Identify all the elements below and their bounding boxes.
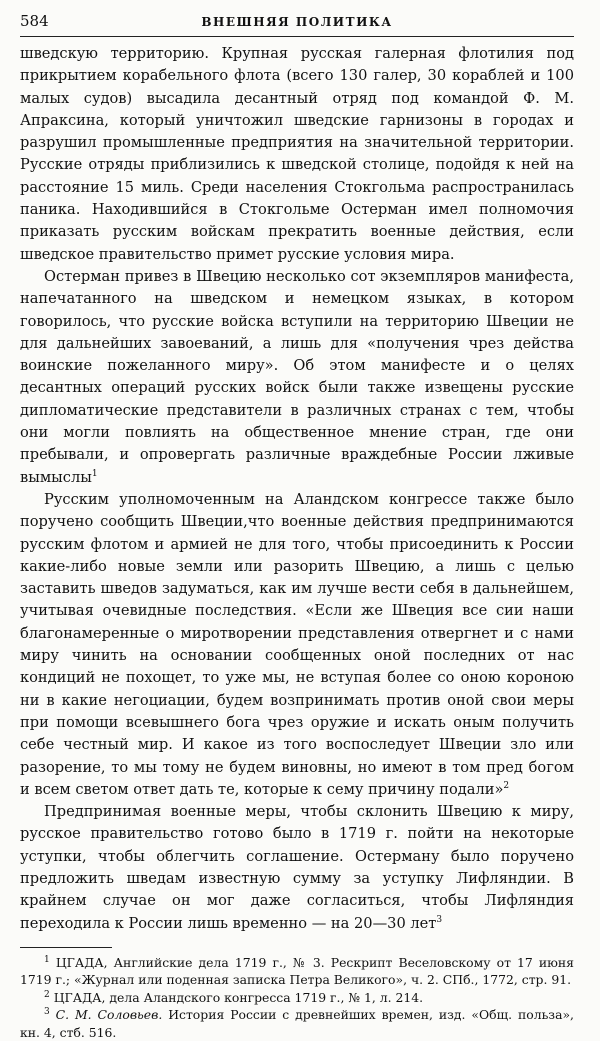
paragraph: Русским уполномоченным на Аландском конгрессе также было поручено сообщить Швеции,что военные действия предпринимаются русским флотом и армией не для того, чтобы присоединить к России какие-либо новые земли или разорить Швецию, а лишь с целью заставить шведов задуматься, как им лучше вести себя в дальнейшем, учитывая очевидные последствия. «Если же Швеция все сии наши благонамеренные о миротворении представления отвергнет и с нами миру чинить на основании сообщенных оной последних от нас кондиций не похощет, то уже мы, не вступая более со оною короною ни в какие негоциации, будем возпринимать против оной свои меры при помощи всевышнего бога чрез оружие и искать оным получить себе честный мир. И какое из того воспоследует Швеции зло или разорение, то мы тому не будем виновны, но имеют в том пред богом и всем светом ответ дать те, которые к сему причину подали»$^2$ xyxy=(20,490,574,798)
running-title: ВНЕШНЯЯ ПОЛИТИКА xyxy=(201,15,393,29)
footnote-divider xyxy=(20,947,112,948)
footnotes xyxy=(20,954,574,1041)
main-text xyxy=(20,43,574,935)
footnote: $^1$ ЦГАДА, Английские дела 1719 г., № 3. Рескрипт Веселовскому от 17 июня 1719 г.; «Журнал или поденная записка Петра Великого», ч. 2. СПб., 1772, стр. 91. xyxy=(20,954,574,988)
page-header xyxy=(20,12,574,37)
paragraph: шведскую территорию. Крупная русская галерная флотилия под прикрытием корабельного флота (всего 130 галер, 30 кораблей и 100 малых судов) высадила десантный отряд под командой Ф. М. Апраксина, который уничтожил шведские гарнизоны в городах и разрушил промышленные предприятия на значительной территории. Русские отряды приблизились к шведской столице, подойдя к ней на расстояние 15 миль. Среди населения Стокгольма распространилась паника. Находившийся в Стокгольме Остерман имел полномочия приказать русским войскам прекратить военные действия, если шведское правительство примет русские условия мира. xyxy=(20,45,574,263)
footnote-ref: 1 xyxy=(91,468,98,479)
footnote-ref: 3 xyxy=(436,914,443,925)
paragraph: Остерман привез в Швецию несколько сот экземпляров манифеста, напечатанного на шведском и немецком языках, в котором говорилось, что русские войска вступили на территорию Швеции не для дальнейших завоеваний, а лишь для «получения чрез действа воинские пожеланного миру». Об этом манифесте и о целях десантных операций русских войск были также извещены русские дипломатические представители в различных странах с тем, чтобы они могли повлиять на общественное мнение стран, где они пребывали, и опровергать различные враждебные России лживые вымыслы$^1$ xyxy=(20,267,574,486)
page-number: 584 xyxy=(20,12,49,30)
footnote: $^3$ С. М. Соловьев. История России с древнейших времен, изд. «Общ. польза», кн. 4, стб. 516. xyxy=(20,1007,574,1040)
footnote-ref: 2 xyxy=(503,780,510,791)
paragraph: Предпринимая военные меры, чтобы склонить Швецию к миру, русское правительство готово было в 1719 г. пойти на некоторые уступки, чтобы облегчить соглашение. Остерману было поручено предложить шведам известную сумму за уступку Лифляндии. В крайнем случае он мог даже согласиться, чтобы Лифляндия переходила к России лишь временно — на 20—30 лет$^3$ xyxy=(20,803,574,932)
footnote: $^2$ ЦГАДА, дела Аландского конгресса 1719 г., № 1, л. 214. xyxy=(44,989,424,1005)
